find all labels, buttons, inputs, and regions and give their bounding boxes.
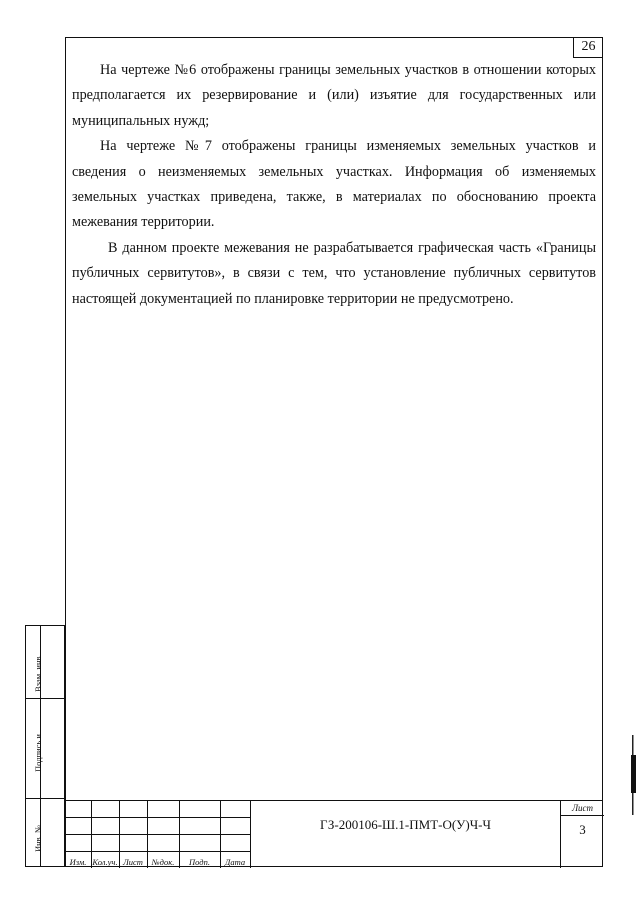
document-code: ГЗ-200106-Ш.1-ПМТ-О(У)Ч-Ч <box>250 801 560 868</box>
revision-grid <box>65 801 250 868</box>
side-label-signature: Подпись и <box>33 734 43 772</box>
side-cell-replacement <box>26 626 66 698</box>
col-label-change: Изм. <box>69 857 87 867</box>
side-stamp <box>25 625 65 867</box>
body-text <box>72 58 596 312</box>
sheet-number: 3 <box>579 822 586 837</box>
col-label-sheet: Лист <box>123 857 143 867</box>
side-cell-inventory <box>26 798 66 866</box>
paragraph-1: На чертеже №6 отображены границы земельных участков в отношении которых предполагается их резервирование и (или) изъятие для государственных или муниципальных нужд; <box>72 62 596 129</box>
side-label-inventory: Инв. № <box>33 824 43 852</box>
sheet-box <box>560 801 603 868</box>
paragraph-3: В данном проекте межевания не разрабатывается графическая часть «Границы публичных сервитутов», в связи с тем, что установление публичных сервитутов настоящей документацией по планировке территории не предусмотрено. <box>72 239 596 307</box>
paragraph-2: На чертеже №7 отображены границы изменяемых земельных участков и сведения о неизменяемых земельных участках. Информация об изменяемых земельных участках приведена, также, в материалах по обоснованию проекта межевания территории. <box>72 138 596 231</box>
col-label-date: Дата <box>224 857 246 867</box>
sheet-label: Лист <box>561 801 604 816</box>
scan-edge-mark <box>630 735 637 815</box>
page-number: 26 <box>573 37 603 58</box>
side-label-replacement: Взам. инв. <box>33 654 43 692</box>
title-block <box>65 800 603 867</box>
side-cell-signature <box>26 698 66 798</box>
col-label-count: Кол.уч. <box>92 857 118 867</box>
col-label-signature: Подп. <box>189 857 210 867</box>
col-label-doc-number: №док. <box>151 857 175 867</box>
